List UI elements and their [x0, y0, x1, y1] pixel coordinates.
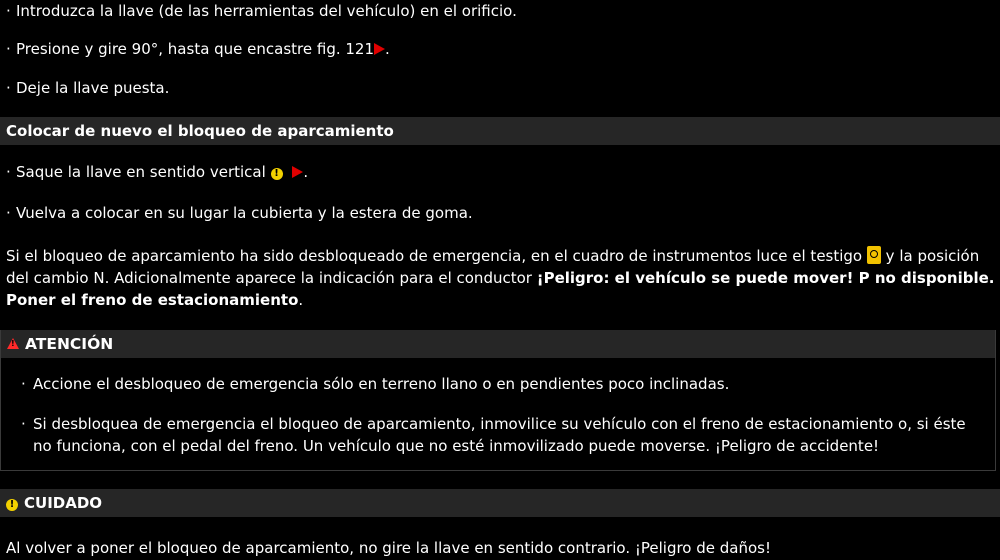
- step-text: Introduzca la llave (de las herramientas del vehículo) en el orificio.: [16, 2, 517, 20]
- section-heading-text: Colocar de nuevo el bloqueo de aparcamiento: [6, 122, 394, 140]
- attention-item: [21, 413, 981, 457]
- attention-header: [1, 330, 995, 358]
- bullet: ·: [21, 375, 26, 393]
- parking-lock-warning-lamp-icon: [867, 246, 881, 264]
- step-press-turn: [6, 40, 390, 58]
- step-remove-key: [6, 163, 308, 181]
- red-arrow-icon[interactable]: [374, 43, 385, 55]
- attention-item-text: Si desbloquea de emergencia el bloqueo de aparcamiento, inmovilice su vehículo con el freno de estacionamiento o, si éste no funciona, con el pedal del freno. Un vehículo que no esté inmovilizado puede moverse. ¡Peligro de accidente!: [33, 415, 966, 455]
- step-text: Saque la llave en sentido vertical: [16, 163, 266, 181]
- attention-box: [0, 330, 996, 471]
- bullet: ·: [21, 415, 26, 433]
- red-arrow-icon[interactable]: [292, 166, 303, 178]
- emergency-text-part2: y la posición del cambio N. Adicionalmente aparece la indicación para el conductor: [6, 247, 980, 287]
- step-text: Deje la llave puesta.: [16, 79, 170, 97]
- bullet: ·: [6, 2, 11, 20]
- bullet: ·: [6, 79, 11, 97]
- step-suffix: .: [385, 40, 390, 58]
- attention-item: [21, 373, 981, 395]
- attention-item-text: Accione el desbloqueo de emergencia sólo en terreno llano o en pendientes poco inclinadas.: [33, 375, 730, 393]
- attention-title: ATENCIÓN: [25, 335, 114, 353]
- step-text: Vuelva a colocar en su lugar la cubierta y la estera de goma.: [16, 204, 473, 222]
- step-text: Presione y gire 90°, hasta que encastre fig. 121: [16, 40, 375, 58]
- warning-circle-icon: !: [6, 499, 18, 511]
- step-replace-cover: [6, 204, 473, 222]
- emergency-paragraph: [6, 245, 996, 311]
- caution-title: CUIDADO: [24, 494, 103, 512]
- emergency-text-part1: Si el bloqueo de aparcamiento ha sido desbloqueado de emergencia, en el cuadro de instrumentos luce el testigo: [6, 247, 863, 265]
- bullet: ·: [6, 163, 11, 181]
- step-insert-key: [6, 2, 517, 20]
- step-suffix: .: [303, 163, 309, 181]
- emergency-text-end: .: [298, 291, 304, 309]
- warning-circle-icon[interactable]: !: [271, 168, 283, 180]
- caution-text: Al volver a poner el bloqueo de aparcamiento, no gire la llave en sentido contrario. ¡Peligro de daños!: [6, 539, 771, 557]
- bullet: ·: [6, 204, 11, 222]
- caution-header: [0, 489, 1000, 517]
- bullet: ·: [6, 40, 11, 58]
- warning-triangle-icon: [7, 338, 19, 349]
- step-leave-key: [6, 79, 169, 97]
- section-heading: [0, 117, 1000, 145]
- driver-message: ¡Peligro: el vehículo se puede mover! P no disponible. Poner el freno de estacionamiento: [6, 269, 995, 309]
